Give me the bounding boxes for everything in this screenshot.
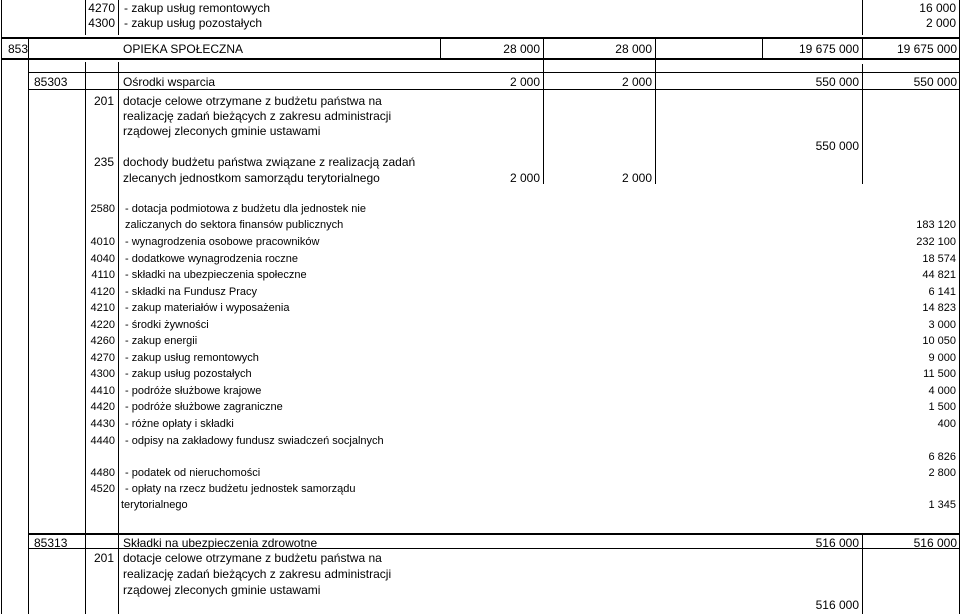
expense-amount: 9 000 — [928, 352, 956, 364]
section-name: OPIEKA SPOŁECZNA — [123, 42, 244, 56]
top-row-code: 4270 — [88, 1, 115, 15]
expense-name: - zakup usług remontowych — [125, 352, 259, 364]
item-code: 235 — [93, 155, 114, 169]
chapter-amount-3: 516 000 — [815, 536, 859, 550]
item-amount-1: 2 000 — [509, 171, 540, 185]
expense-code: 4120 — [90, 286, 115, 298]
item-code: 201 — [93, 94, 114, 108]
expense-amount: 232 100 — [916, 236, 956, 248]
expense-amount: 14 823 — [922, 302, 956, 314]
item-desc: dochody budżetu państwa związane z realizacją zadań — [123, 155, 416, 169]
expense-name: - podatek od nieruchomości — [125, 467, 261, 479]
rule — [1, 58, 960, 60]
item-amount: 550 000 — [815, 139, 859, 153]
expense-code: 4270 — [90, 352, 115, 364]
expense-code: 2580 — [90, 203, 115, 215]
item-code: 201 — [93, 551, 114, 565]
expense-name: - składki na ubezpieczenia społeczne — [125, 269, 307, 281]
item-desc: rządowej zleconych gminie ustawami — [123, 583, 321, 597]
rule — [28, 72, 960, 73]
top-row-code: 4300 — [88, 16, 115, 30]
item-desc: realizację zadań bieżących z zakresu administracji — [123, 567, 392, 581]
expense-name: terytorialnego — [121, 499, 188, 511]
expense-name: - wynagrodzenia osobowe pracowników — [125, 236, 320, 248]
expense-amount: 6 826 — [928, 451, 956, 463]
expense-name: - środki żywności — [125, 319, 209, 331]
expense-amount: 18 574 — [922, 253, 956, 265]
grid-line — [28, 38, 29, 614]
top-row-name: - zakup usług pozostałych — [124, 16, 263, 30]
expense-code: 4220 — [90, 319, 115, 331]
rule — [1, 37, 960, 39]
expense-name: - zakup materiałów i wyposażenia — [125, 302, 290, 314]
expense-name: - składki na Fundusz Pracy — [125, 286, 258, 298]
expense-code: 4040 — [90, 253, 115, 265]
item-desc: dotacje celowe otrzymane z budżetu państwa na — [123, 551, 382, 565]
expense-amount: 11 500 — [923, 368, 956, 380]
chapter-amount-4: 516 000 — [913, 536, 957, 550]
item-desc: zlecanych jednostkom samorządu terytorialnego — [123, 171, 380, 185]
section-amount-2: 28 000 — [615, 42, 652, 56]
expense-name: - zakup energii — [125, 335, 198, 347]
item-amount: 516 000 — [815, 598, 859, 612]
expense-code: 4300 — [90, 368, 115, 380]
expense-code: 4430 — [90, 418, 115, 430]
rule — [28, 89, 960, 90]
chapter-name: Ośrodki wsparcia — [123, 75, 216, 89]
expense-amount: 3 000 — [928, 319, 956, 331]
item-amount-2: 2 000 — [621, 171, 652, 185]
grid-line — [1, 0, 2, 614]
expense-code: 4410 — [90, 385, 115, 397]
chapter-amount-4: 550 000 — [913, 75, 957, 89]
expense-amount: 4 000 — [928, 385, 956, 397]
item-desc: realizację zadań bieżących z zakresu administracji — [123, 109, 392, 123]
expense-code: 4420 — [90, 401, 115, 413]
chapter-code: 85303 — [34, 75, 68, 89]
expense-name: zaliczanych do sektora finansów publicznych — [125, 219, 344, 231]
top-row-name: - zakup usług remontowych — [124, 1, 271, 15]
section-amount-1: 28 000 — [503, 42, 540, 56]
chapter-name: Składki na ubezpieczenia zdrowotne — [123, 536, 318, 550]
top-row-amount: 2 000 — [925, 16, 956, 30]
expense-amount: 2 800 — [928, 467, 956, 479]
expense-name: - podróże służbowe krajowe — [125, 385, 262, 397]
item-desc: rządowej zleconych gminie ustawami — [123, 124, 321, 138]
expense-amount: 183 120 — [916, 219, 956, 231]
grid-line — [118, 0, 119, 35]
item-desc: dotacje celowe otrzymane z budżetu państwa na — [123, 94, 382, 108]
expense-amount: 44 821 — [922, 269, 956, 281]
expense-name: - dotacja podmiotowa z budżetu dla jednostek nie — [125, 203, 366, 215]
expense-name: - odpisy na zakładowy fundusz swiadczeń socjalnych — [125, 435, 384, 447]
expense-name: - dodatkowe wynagrodzenia roczne — [125, 253, 299, 265]
section-code: 853 — [8, 42, 29, 56]
expense-code: 4440 — [90, 435, 115, 447]
expense-code: 4260 — [90, 335, 115, 347]
expense-amount: 1 345 — [928, 499, 956, 511]
expense-code: 4480 — [90, 467, 115, 479]
chapter-amount-3: 550 000 — [815, 75, 859, 89]
expense-name: - opłaty na rzecz budżetu jednostek samorządu — [125, 483, 356, 495]
section-amount-3: 19 675 000 — [798, 42, 859, 56]
top-row-amount: 16 000 — [919, 1, 956, 15]
expense-code: 4210 — [90, 302, 115, 314]
expense-name: - podróże służbowe zagraniczne — [125, 401, 283, 413]
expense-name: - zakup usług pozostałych — [125, 368, 252, 380]
expense-amount: 6 141 — [928, 286, 956, 298]
expense-amount: 400 — [937, 418, 956, 430]
expense-amount: 1 500 — [928, 401, 956, 413]
expense-code: 4110 — [91, 269, 115, 281]
expense-code: 4010 — [90, 236, 115, 248]
expense-name: - różne opłaty i składki — [125, 418, 234, 430]
expense-amount: 10 050 — [922, 335, 956, 347]
grid-line — [118, 62, 119, 614]
chapter-amount-2: 2 000 — [621, 75, 652, 89]
section-amount-4: 19 675 000 — [896, 42, 957, 56]
chapter-code: 85313 — [34, 536, 68, 550]
rule — [28, 533, 960, 535]
chapter-amount-1: 2 000 — [509, 75, 540, 89]
expense-code: 4520 — [90, 483, 115, 495]
